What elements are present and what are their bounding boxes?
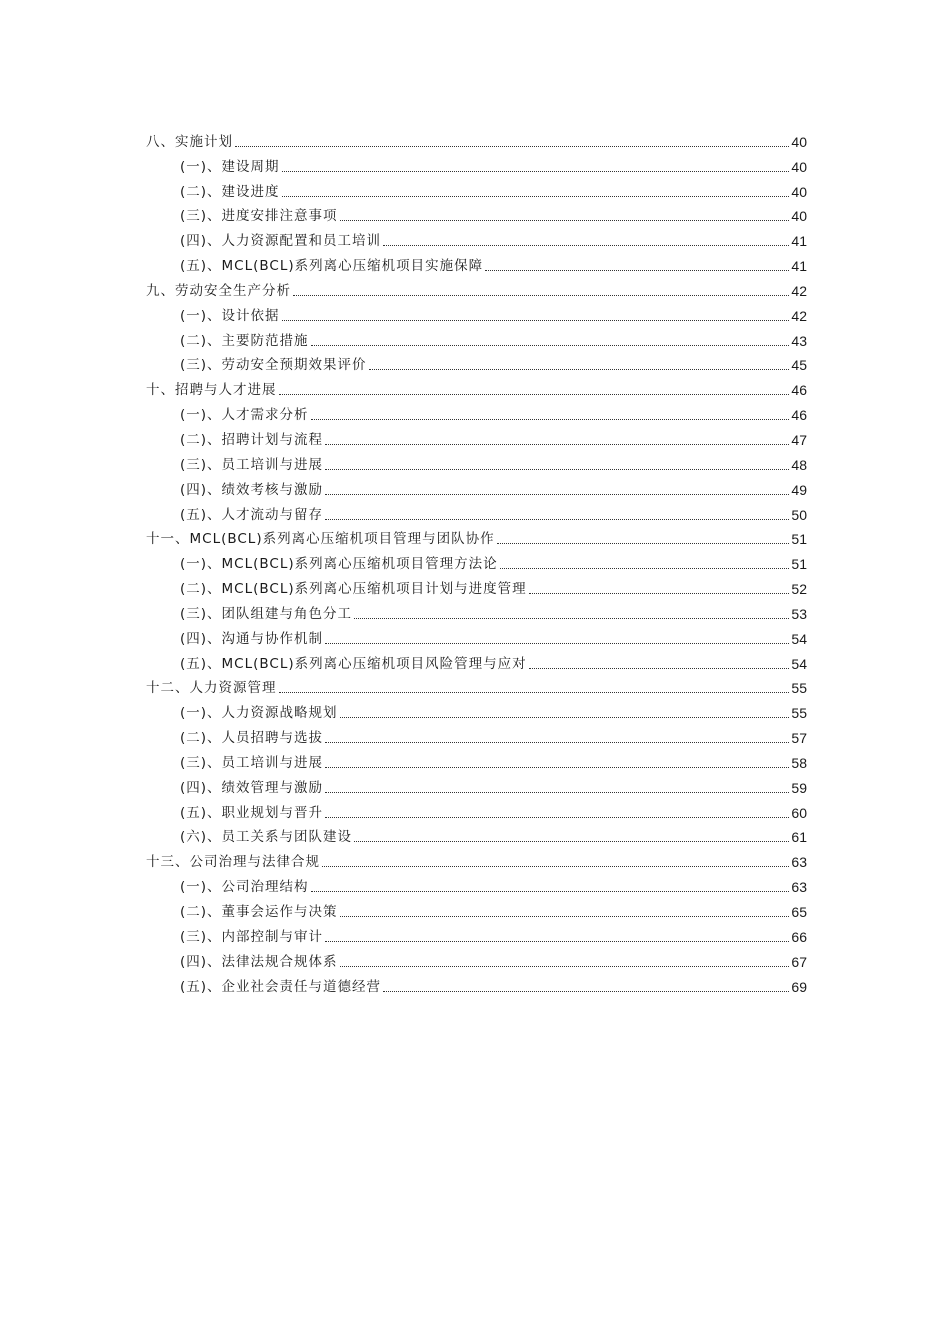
- toc-section-entry[interactable]: [146, 971, 807, 996]
- toc-section-entry[interactable]: [146, 946, 807, 971]
- toc-dot-leader: [325, 494, 789, 495]
- toc-entry-title: 十、招聘与人才进展: [146, 382, 277, 399]
- toc-dot-leader: [529, 593, 790, 594]
- toc-entry-title: 八、实施计划: [146, 133, 233, 150]
- toc-section-entry[interactable]: [146, 797, 807, 822]
- toc-entry-title: 十一、MCL(BCL)系列离心压缩机项目管理与团队协作: [146, 531, 495, 548]
- toc-page-number: 54: [791, 630, 807, 647]
- toc-dot-leader: [325, 643, 789, 644]
- toc-page-number: 51: [791, 556, 807, 573]
- toc-dot-leader: [311, 345, 790, 346]
- toc-page-number: 42: [791, 282, 807, 299]
- toc-page-number: 49: [791, 481, 807, 498]
- toc-section-entry[interactable]: [146, 225, 807, 250]
- toc-dot-leader: [325, 444, 789, 445]
- toc-page-number: 40: [791, 183, 807, 200]
- toc-dot-leader: [340, 966, 790, 967]
- toc-page-number: 47: [791, 431, 807, 448]
- toc-page-number: 41: [791, 233, 807, 250]
- toc-chapter-entry[interactable]: [146, 524, 807, 549]
- toc-entry-title: (三)、团队组建与角色分工: [180, 605, 353, 622]
- toc-entry-title: (四)、人力资源配置和员工培训: [180, 233, 382, 250]
- toc-entry-title: (四)、法律法规合规体系: [180, 953, 338, 970]
- toc-section-entry[interactable]: [146, 722, 807, 747]
- toc-dot-leader: [500, 568, 790, 569]
- toc-page-number: 46: [791, 407, 807, 424]
- toc-entry-title: (三)、员工培训与进展: [180, 456, 324, 473]
- toc-page-number: 67: [791, 953, 807, 970]
- toc-section-entry[interactable]: [146, 300, 807, 325]
- toc-section-entry[interactable]: [146, 424, 807, 449]
- toc-section-entry[interactable]: [146, 499, 807, 524]
- toc-entry-title: (三)、劳动安全预期效果评价: [180, 357, 367, 374]
- toc-dot-leader: [529, 668, 790, 669]
- toc-dot-leader: [311, 891, 790, 892]
- toc-section-entry[interactable]: [146, 747, 807, 772]
- toc-page-number: 55: [791, 680, 807, 697]
- toc-section-entry[interactable]: [146, 822, 807, 847]
- toc-entry-title: (二)、招聘计划与流程: [180, 431, 324, 448]
- toc-chapter-entry[interactable]: [146, 846, 807, 871]
- toc-dot-leader: [369, 369, 790, 370]
- toc-section-entry[interactable]: [146, 151, 807, 176]
- toc-entry-title: (五)、MCL(BCL)系列离心压缩机项目风险管理与应对: [180, 655, 527, 672]
- toc-entry-title: 九、劳动安全生产分析: [146, 282, 291, 299]
- toc-entry-title: (三)、内部控制与审计: [180, 928, 324, 945]
- toc-page-number: 53: [791, 605, 807, 622]
- toc-section-entry[interactable]: [146, 325, 807, 350]
- toc-entry-title: (一)、人力资源战略规划: [180, 705, 338, 722]
- toc-section-entry[interactable]: [146, 772, 807, 797]
- table-of-contents: [146, 126, 807, 996]
- toc-dot-leader: [279, 394, 790, 395]
- toc-entry-title: (二)、MCL(BCL)系列离心压缩机项目计划与进度管理: [180, 581, 527, 598]
- toc-dot-leader: [325, 767, 789, 768]
- toc-section-entry[interactable]: [146, 697, 807, 722]
- toc-chapter-entry[interactable]: [146, 126, 807, 151]
- toc-page-number: 48: [791, 456, 807, 473]
- toc-entry-title: (三)、员工培训与进展: [180, 754, 324, 771]
- toc-dot-leader: [325, 792, 789, 793]
- toc-entry-title: (一)、人才需求分析: [180, 407, 309, 424]
- toc-dot-leader: [322, 866, 789, 867]
- toc-page-number: 58: [791, 754, 807, 771]
- toc-dot-leader: [325, 742, 789, 743]
- toc-dot-leader: [282, 171, 790, 172]
- toc-dot-leader: [325, 519, 789, 520]
- toc-section-entry[interactable]: [146, 548, 807, 573]
- toc-page-number: 52: [791, 581, 807, 598]
- toc-dot-leader: [293, 295, 789, 296]
- toc-entry-title: (一)、设计依据: [180, 307, 280, 324]
- toc-entry-title: (六)、员工关系与团队建设: [180, 829, 353, 846]
- toc-entry-title: (三)、进度安排注意事项: [180, 208, 338, 225]
- toc-page-number: 69: [791, 978, 807, 995]
- toc-page-number: 60: [791, 804, 807, 821]
- toc-section-entry[interactable]: [146, 648, 807, 673]
- toc-page-number: 63: [791, 879, 807, 896]
- toc-page-number: 46: [791, 382, 807, 399]
- toc-page-number: 43: [791, 332, 807, 349]
- toc-section-entry[interactable]: [146, 250, 807, 275]
- toc-entry-title: (二)、主要防范措施: [180, 332, 309, 349]
- toc-dot-leader: [383, 245, 789, 246]
- toc-entry-title: (一)、公司治理结构: [180, 879, 309, 896]
- toc-dot-leader: [325, 817, 789, 818]
- toc-dot-leader: [325, 469, 789, 470]
- toc-dot-leader: [340, 916, 790, 917]
- toc-entry-title: (一)、建设周期: [180, 158, 280, 175]
- toc-chapter-entry[interactable]: [146, 673, 807, 698]
- toc-page-number: 50: [791, 506, 807, 523]
- toc-entry-title: (五)、人才流动与留存: [180, 506, 324, 523]
- toc-entry-title: (五)、企业社会责任与道德经营: [180, 978, 382, 995]
- toc-page-number: 54: [791, 655, 807, 672]
- toc-page-number: 40: [791, 208, 807, 225]
- toc-chapter-entry[interactable]: [146, 275, 807, 300]
- toc-section-entry[interactable]: [146, 399, 807, 424]
- toc-section-entry[interactable]: [146, 176, 807, 201]
- toc-page-number: 63: [791, 854, 807, 871]
- toc-section-entry[interactable]: [146, 573, 807, 598]
- toc-section-entry[interactable]: [146, 623, 807, 648]
- toc-page-number: 57: [791, 730, 807, 747]
- toc-section-entry[interactable]: [146, 921, 807, 946]
- toc-page-number: 51: [791, 531, 807, 548]
- toc-entry-title: (四)、沟通与协作机制: [180, 630, 324, 647]
- toc-entry-title: (二)、建设进度: [180, 183, 280, 200]
- toc-page-number: 45: [791, 357, 807, 374]
- toc-dot-leader: [279, 692, 790, 693]
- toc-dot-leader: [325, 941, 789, 942]
- toc-page-number: 66: [791, 928, 807, 945]
- toc-dot-leader: [383, 991, 789, 992]
- toc-section-entry[interactable]: [146, 449, 807, 474]
- toc-dot-leader: [340, 717, 790, 718]
- toc-dot-leader: [282, 320, 790, 321]
- toc-page-number: 65: [791, 904, 807, 920]
- toc-dot-leader: [340, 220, 790, 221]
- toc-dot-leader: [311, 419, 790, 420]
- toc-dot-leader: [354, 841, 789, 842]
- toc-page-number: 40: [791, 133, 807, 150]
- toc-entry-title: 十二、人力资源管理: [146, 680, 277, 697]
- toc-section-entry[interactable]: [146, 598, 807, 623]
- toc-section-entry[interactable]: [146, 871, 807, 896]
- toc-section-entry[interactable]: [146, 474, 807, 499]
- toc-dot-leader: [235, 146, 789, 147]
- toc-page-number: 41: [791, 258, 807, 275]
- toc-entry-title: (五)、MCL(BCL)系列离心压缩机项目实施保障: [180, 258, 484, 275]
- toc-dot-leader: [354, 618, 789, 619]
- toc-dot-leader: [282, 196, 790, 197]
- toc-entry-title: (四)、绩效考核与激励: [180, 481, 324, 498]
- toc-section-entry[interactable]: [146, 350, 807, 375]
- toc-page-number: 59: [791, 779, 807, 796]
- toc-page-number: 40: [791, 158, 807, 175]
- toc-page-number: 61: [791, 829, 807, 846]
- toc-section-entry[interactable]: [146, 201, 807, 226]
- toc-entry-title: (一)、MCL(BCL)系列离心压缩机项目管理方法论: [180, 556, 498, 573]
- toc-chapter-entry[interactable]: [146, 374, 807, 399]
- toc-dot-leader: [485, 270, 789, 271]
- toc-page-number: 55: [791, 705, 807, 722]
- toc-dot-leader: [497, 543, 790, 544]
- toc-section-entry[interactable]: [146, 896, 807, 921]
- toc-entry-title: (五)、职业规划与晋升: [180, 804, 324, 821]
- toc-entry-title: 十三、公司治理与法律合规: [146, 854, 320, 871]
- toc-entry-title: (二)、人员招聘与选拔: [180, 730, 324, 747]
- toc-entry-title: (四)、绩效管理与激励: [180, 779, 324, 796]
- toc-page-number: 42: [791, 307, 807, 324]
- toc-entry-title: (二)、董事会运作与决策: [180, 904, 338, 920]
